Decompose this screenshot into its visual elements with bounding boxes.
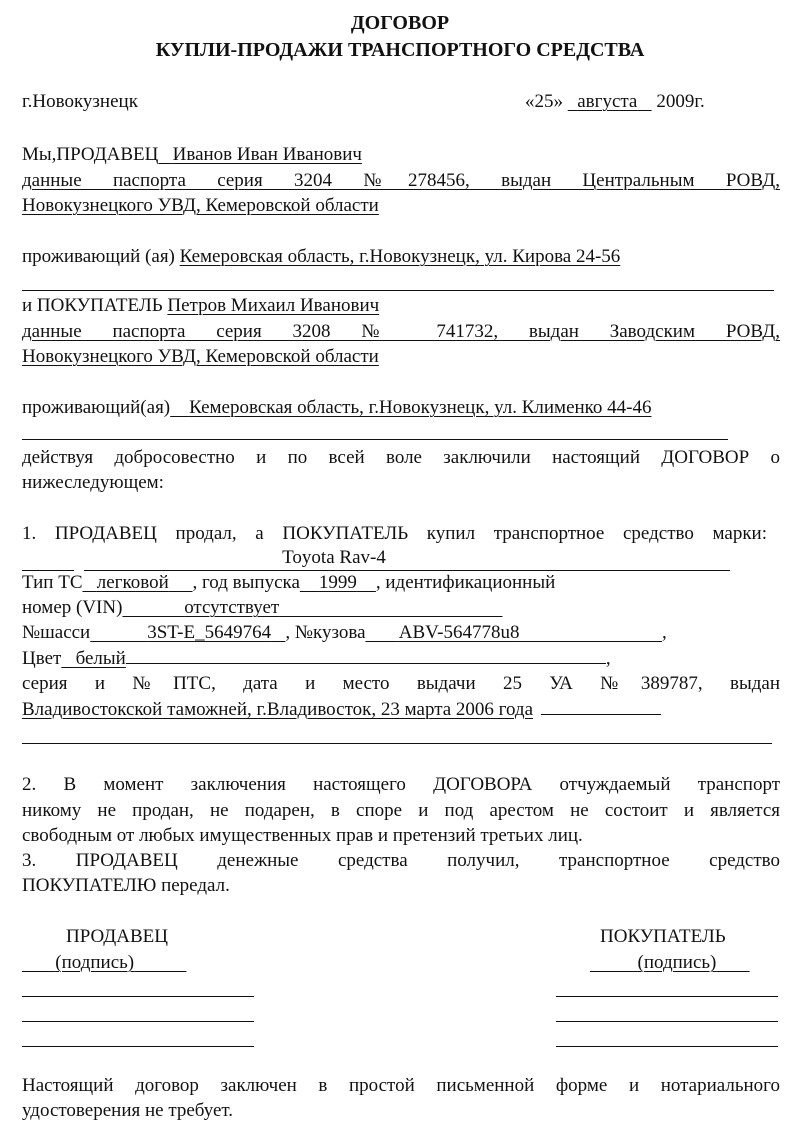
color-value: белый xyxy=(75,648,126,669)
pts-line-2-text: Владивостокской таможней, г.Владивосток, 23 марта 2006 года xyxy=(22,699,534,720)
acting-line-2: нижеследующем: xyxy=(22,472,164,493)
seller-sign-hint: (подпись) xyxy=(55,952,135,973)
buyer-sign-line xyxy=(556,1021,778,1022)
pts-fill-line xyxy=(541,698,661,715)
body-label: , №кузова xyxy=(285,622,366,643)
seller-passport-2: Новокузнецкого УВД, Кемеровской области xyxy=(22,195,379,216)
buyer-address-line xyxy=(22,397,652,419)
clause2-line-2: никому не продан, не подарен, в споре и под арестом не состоит и является xyxy=(22,800,780,821)
blank-line xyxy=(22,439,728,440)
seller-line xyxy=(22,144,362,166)
buyer-sign-line xyxy=(556,1046,778,1047)
pts-line-1: серия и №ПТС, дата и место выдачи 25 УА №389787, выдан xyxy=(22,673,780,694)
type-value: легковой xyxy=(96,572,169,593)
footer-line-2: удостоверения не требует. xyxy=(22,1100,234,1121)
doc-title: ДОГОВОР xyxy=(350,12,450,34)
chassis-value: 3ST-E_5649764 xyxy=(147,622,272,643)
buyer-passport-1: данные паспорта серия 3208 № 741732, выдан Заводским РОВД, xyxy=(22,321,780,342)
pts-line-2 xyxy=(22,698,661,721)
chassis-line: №шасси 3ST-E_5649764 , №кузова ABV-564778u8 , xyxy=(22,622,667,643)
seller-intro: Мы,ПРОДАВЕЦ xyxy=(22,144,159,165)
blank-line xyxy=(22,290,774,291)
brand-underline xyxy=(84,570,730,571)
seller-sign-label: ПРОДАВЕЦ xyxy=(66,926,168,947)
footer-line-1: Настоящий договор заключен в простой письменной форме и нотариального xyxy=(22,1075,780,1096)
vehicle-type-line xyxy=(22,572,555,594)
doc-subtitle: КУПЛИ-ПРОДАЖИ ТРАНСПОРТНОГО СРЕДСТВА xyxy=(155,39,645,61)
vehicle-brand: Toyota Rav-4 xyxy=(282,547,386,568)
buyer-address-label: проживающий(ая) xyxy=(22,397,171,418)
buyer-sign-label: ПОКУПАТЕЛЬ xyxy=(600,926,726,947)
seller-address: Кемеровская область, г.Новокузнецк, ул. Кирова 24-56 xyxy=(179,246,621,267)
seller-sign-line xyxy=(22,1021,254,1022)
clause1-text: 1. ПРОДАВЕЦ продал, а ПОКУПАТЕЛЬ купил транспортное средство марки: xyxy=(22,523,767,544)
blank-line xyxy=(22,743,772,744)
vin-line xyxy=(22,597,502,619)
buyer-signature xyxy=(590,952,750,974)
buyer-address: Кемеровская область, г.Новокузнецк, ул. Клименко 44-46 xyxy=(189,397,652,418)
color-line: Цвет белый , xyxy=(22,648,611,669)
place: г.Новокузнецк xyxy=(22,91,138,112)
vin-value: отсутствует xyxy=(184,597,280,618)
buyer-intro: и ПОКУПАТЕЛЬ xyxy=(22,295,163,316)
color-fill-line xyxy=(126,647,606,664)
contract-date xyxy=(525,91,705,113)
body-value: ABV-564778u8 xyxy=(398,622,520,643)
clause3-line-1: 3. ПРОДАВЕЦ денежные средства получил, транспортное средство xyxy=(22,850,780,871)
year-label: , год выпуска xyxy=(192,572,300,593)
seller-name: Иванов Иван Иванович xyxy=(172,144,362,165)
seller-address-line xyxy=(22,246,620,268)
color-label: Цвет xyxy=(22,648,62,669)
type-label: Тип ТС xyxy=(22,572,83,593)
date-month: августа xyxy=(577,91,638,112)
vin-label: номер (VIN) xyxy=(22,597,123,618)
buyer-passport-2: Новокузнецкого УВД, Кемеровской области xyxy=(22,346,379,367)
seller-address-label: проживающий (ая) xyxy=(22,246,175,267)
clause2-line-1: 2. В момент заключения настоящего ДОГОВОРА отчуждаемый транспорт xyxy=(22,774,780,795)
buyer-name: Петров Михаил Иванович xyxy=(167,295,380,316)
clause2-line-3: свободным от любых имущественных прав и претензий третьих лиц. xyxy=(22,825,583,846)
chassis-label: №шасси xyxy=(22,622,91,643)
seller-passport-1: данные паспорта серия 3204 №278456, выдан Центральным РОВД, xyxy=(22,170,780,191)
id-label: , идентификационный xyxy=(375,572,556,593)
seller-signature xyxy=(22,952,186,974)
seller-sign-line xyxy=(22,1046,254,1047)
buyer-line xyxy=(22,295,379,317)
clause3-line-2: ПОКУПАТЕЛЮ передал. xyxy=(22,875,230,896)
buyer-sign-line xyxy=(556,996,778,997)
date-day: «25» xyxy=(525,91,563,112)
acting-line-1: действуя добросовестно и по всей воле заключили настоящий ДОГОВОР о xyxy=(22,447,780,468)
buyer-sign-hint: (подпись) xyxy=(637,952,717,973)
date-year: 2009г. xyxy=(656,91,705,112)
blank-line xyxy=(22,570,74,571)
year-value: 1999 xyxy=(318,572,357,593)
seller-sign-line xyxy=(22,996,254,997)
